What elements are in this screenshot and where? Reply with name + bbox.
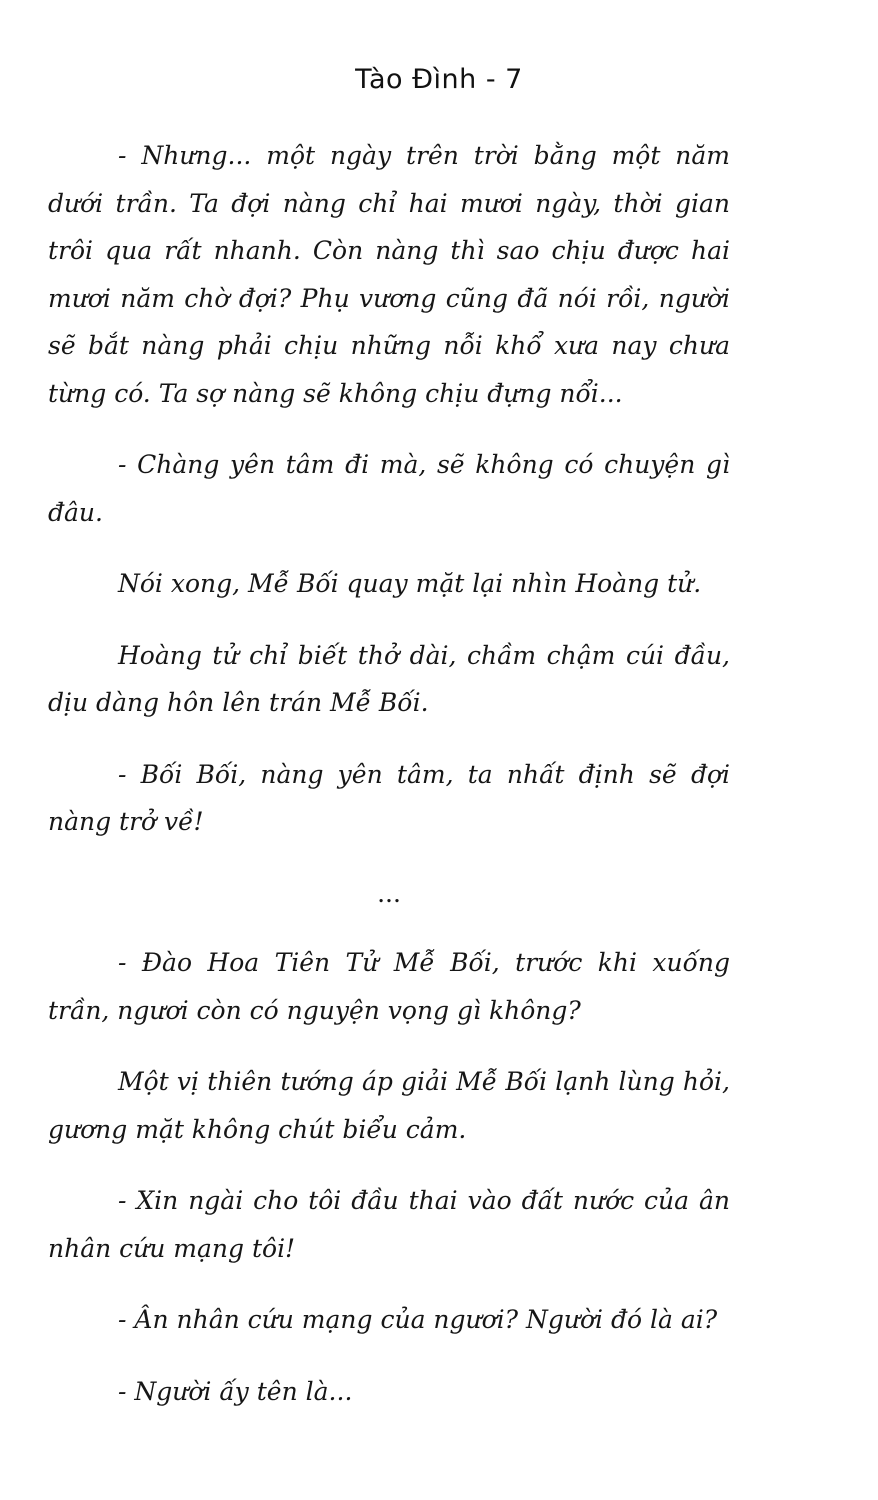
paragraph: Hoàng tử chỉ biết thở dài, chầm chậm cúi đầu, dịu dàng hôn lên trán Mễ Bối. [48,640,730,717]
paragraph: - Đào Hoa Tiên Tử Mễ Bối, trước khi xuống trần, ngươi còn có nguyện vọng gì không? [48,948,730,1025]
body-text [48,132,730,1439]
paragraph: - Chàng yên tâm đi mà, sẽ không có chuyện gì đâu. [48,450,730,527]
paragraph: - Người ấy tên là... [118,1376,353,1406]
paragraph: - Ân nhân cứu mạng của ngươi? Người đó là ai? [118,1305,718,1334]
paragraph: Nói xong, Mễ Bối quay mặt lại nhìn Hoàng tử. [118,569,702,598]
paragraph: Một vị thiên tướng áp giải Mễ Bối lạnh lùng hỏi, gương mặt không chút biểu cảm. [48,1067,730,1144]
running-header: Tào Đình - 7 [355,64,523,95]
paragraph: - Xin ngài cho tôi đầu thai vào đất nước của ân nhân cứu mạng tôi! [48,1186,730,1263]
paragraph: - Bối Bối, nàng yên tâm, ta nhất định sẽ đợi nàng trở về! [48,759,730,836]
section-separator: ... [377,878,401,908]
paragraph: - Nhưng... một ngày trên trời bằng một năm dưới trần. Ta đợi nàng chỉ hai mươi ngày, thời gian trôi qua rất nhanh. Còn nàng thì sao chịu được hai mươi năm chờ đợi? Phụ vương cũng đã nói rồi, người sẽ bắt nàng phải chịu những nỗi khổ xưa nay chưa từng có. Ta sợ nàng sẽ không chịu đựng nổi... [48,141,730,408]
